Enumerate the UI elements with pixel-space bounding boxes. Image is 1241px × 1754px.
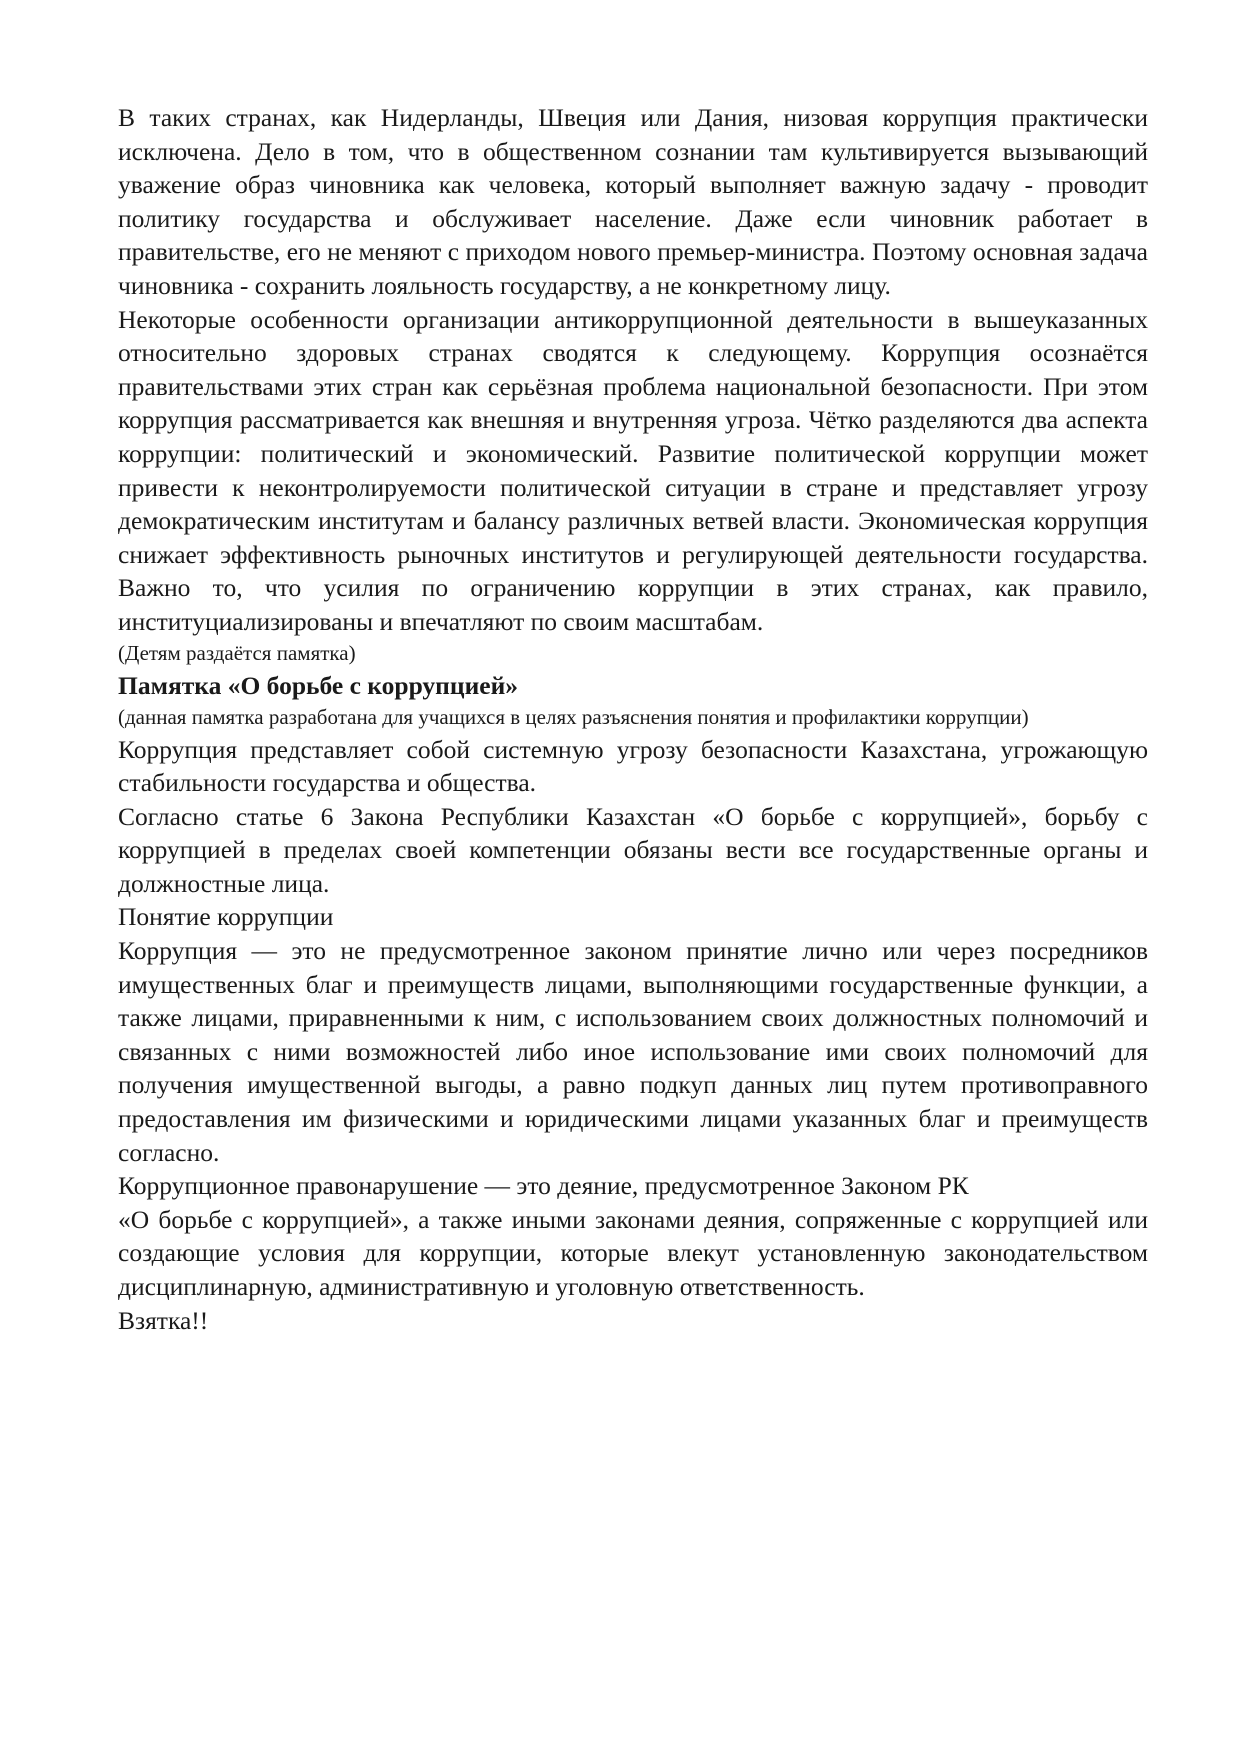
intro-paragraph-1: В таких странах, как Нидерланды, Швеция или Дания, низовая коррупция практически исключена. Дело в том, что в общественном сознании там культивируется вызывающий уважение образ чиновника как человека, который выполняет важную задачу - проводит политику государства и обслуживает население. Даже если чиновник работает в правительстве, его не меняют с приходом нового премьер-министра. Поэтому основная задача чиновника - сохранить лояльность государству, а не конкретному лицу.: [118, 103, 1148, 300]
memo-subtitle: (данная памятка разработана для учащихся в целях разъяснения понятия и профилактики коррупции): [118, 704, 1029, 729]
memo-paragraph-law: Согласно статье 6 Закона Республики Казахстан «О борьбе с коррупцией», борьбу с коррупцией в пределах своей компетенции обязаны вести все государственные органы и должностные лица.: [118, 801, 1148, 898]
document-page: [118, 101, 1148, 1337]
memo-paragraph-threat: Коррупция представляет собой системную угрозу безопасности Казахстана, угрожающую стабильности государства и общества.: [118, 734, 1148, 798]
memo-title: Памятка «О борьбе с коррупцией»: [118, 670, 519, 700]
memo-paragraph-offense: «О борьбе с коррупцией», а также иными законами деяния, сопряженные с коррупцией или создающие условия для коррупции, которые влекут установленную законодательством дисциплинарную, административную и уголовную ответственность.: [118, 1204, 1148, 1301]
handout-note: (Детям раздаётся памятка): [118, 640, 356, 665]
memo-paragraph-definition: Коррупция — это не предусмотренное законом принятие лично или через посредников имущественных благ и преимуществ лицами, выполняющими государственные функции, а также лицами, приравненными к ним, с использованием своих должностных полномочий и связанных с ними возможностей либо иное использование ими своих полномочий для получения имущественной выгоды, а равно подкуп данных лиц путем противоправного предоставления им физическими и юридическими лицами указанных благ и преимуществ согласно.: [118, 936, 1148, 1167]
intro-paragraph-2: Некоторые особенности организации антикоррупционной деятельности в вышеуказанных относительно здоровых странах сводятся к следующему. Коррупция осознаётся правительствами этих стран как серьёзная проблема национальной безопасности. При этом коррупция рассматривается как внешняя и внутренняя угроза. Чётко разделяются два аспекта коррупции: политический и экономический. Развитие политической коррупции может привести к неконтролируемости политической ситуации в стране и представляет угрозу демократическим институтам и балансу различных ветвей власти. Экономическая коррупция снижает эффективность рыночных институтов и регулирующей деятельности государства. Важно то, что усилия по ограничению коррупции в этих странах, как правило, институциализированы и впечатляют по своим масштабам.: [118, 304, 1148, 636]
memo-closing: Взятка!!: [118, 1305, 209, 1335]
memo-section-heading: Понятие коррупции: [118, 902, 334, 932]
memo-paragraph-offense-intro: Коррупционное правонарушение — это деяние, предусмотренное Законом РК: [118, 1171, 969, 1201]
